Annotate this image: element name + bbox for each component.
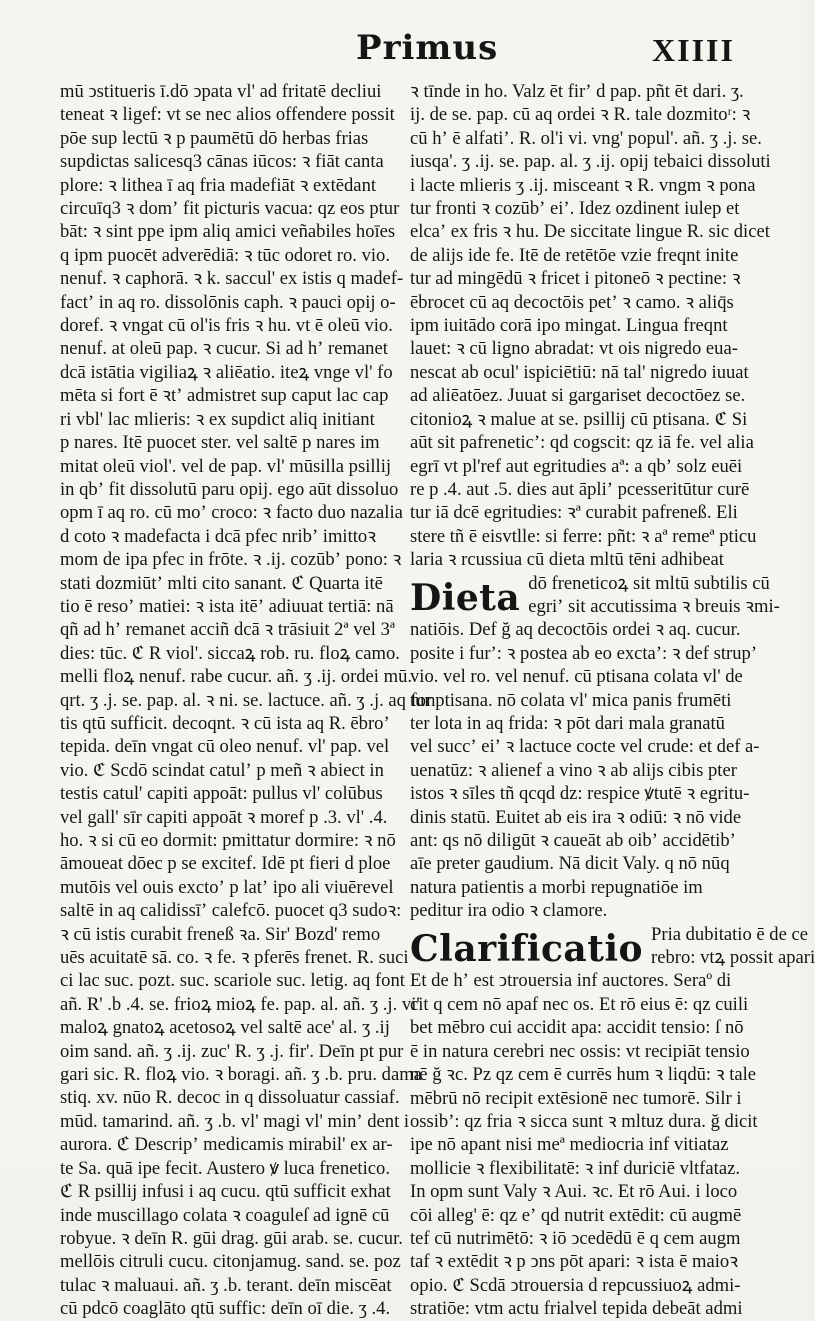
text-line: i lacte mlieris ʒ .ij. misceant ꝛ R. vngm ꝛ pona	[410, 174, 756, 196]
right-text-column	[410, 80, 815, 1321]
text-line: ꝛ tīnde in ho. Valz ēt firʼ d pap. pñt ēt dari. ʒ.	[410, 81, 744, 102]
clarificatio-heading: Clarificatio	[410, 928, 644, 971]
text-line: elcaʼ ex fris ꝛ hu. De siccitate lingue R. sic dicet	[410, 221, 770, 243]
text-line: egrī vt pl'ref aut egritudies aª: a qbʼ solz euēi	[410, 455, 743, 477]
text-line: in qbʼ fit dissolutū paru opij. ego aūt dissoluo	[60, 478, 399, 500]
text-line: tur fronti ꝛ cozūbʼ eiʼ. Idez ozdinent iulep et	[410, 198, 740, 220]
text-line: gari sic. R. floꝝ vio. ꝛ boragi. añ. ʒ .b. pru. dama	[60, 1064, 422, 1086]
text-line: uēs acuitatē sā. co. ꝛ fe. ꝛ pferēs frenet. R. suci	[60, 947, 409, 969]
text-line: mutōis vel ouis exctoʼ p latʼ ipo ali viuērevel	[60, 876, 394, 898]
text-line: nenuf. ꝛ caphorā. ꝛ k. saccul' ex istis q madef-	[60, 268, 404, 290]
dieta-heading: Dieta	[410, 577, 521, 620]
text-line: rebro: vtꝝ possit apari	[651, 947, 815, 969]
text-line: stratiōe: vtm actu frialvel tepida debeāt admi	[410, 1298, 743, 1320]
text-line: stere tñ ē eisvtlle: si ferre: pñt: ꝛ aª remeª pticu	[410, 525, 757, 547]
text-line: mēbrū nō recipit extēsionē nec tumorē. Silr i	[410, 1087, 742, 1109]
text-line: cū hʼ ē alfatiʼ. R. ol'i vi. vng' popul'. añ. ʒ .j. se.	[410, 127, 762, 149]
folio-number: XIIII	[652, 32, 735, 68]
clarificatio-section-text	[410, 969, 794, 1320]
text-line: istos ꝛ sīles tñ qcqd dz: respice ꝟtutē ꝛ egritu-	[410, 783, 750, 805]
text-line: tef cū nutrimētō: ꝛ iō ↄcedēdū ē q cem augm	[410, 1227, 741, 1249]
running-title: Primus	[356, 28, 499, 68]
text-line: mū ↄstitueris ī.dō ↄpata vl' ad fritatē decliui	[60, 81, 382, 102]
running-head	[0, 28, 800, 72]
text-line: taf ꝛ extēdit ꝛ p ↄns pōt apari: ꝛ ista ē maioꝛ	[410, 1251, 739, 1273]
text-line: circuīq3 ꝛ domʼ fit picturis vacua: qz eos ptur	[60, 198, 400, 220]
dieta-section	[410, 572, 794, 619]
text-line: natiōis. Def ğ aq decoctōis ordei ꝛ aq. cucur.	[410, 619, 741, 641]
text-line: dō freneticoꝝ sit mltū subtilis cū	[528, 572, 770, 594]
text-line: mitat oleū viol'. vel de pap. vl' mūsilla psillij	[60, 455, 392, 477]
text-line: ēbrocet cū aq decoctōis petʼ ꝛ camo. ꝛ aliq̄s	[410, 291, 734, 313]
text-line: cōi alleg' ē: qz eʼ qd nutrit extēdit: cū augmē	[410, 1204, 742, 1226]
text-line: dcā istātia vigiliaꝝ ꝛ aliēatio. iteꝝ vnge vl' fo	[60, 361, 393, 383]
text-line: q ipm puocēt adverēdiā: ꝛ tūc odoret ro. vio.	[60, 244, 390, 266]
text-line: dinis statū. Euitet ab eis ira ꝛ odiū: ꝛ nō vide	[410, 806, 742, 828]
text-line: posite i furʼ: ꝛ postea ab eo exctaʼ: ꝛ def strupʼ	[410, 642, 758, 664]
dieta-section-text	[410, 618, 794, 922]
text-line: plore: ꝛ lithea ī aq fria madefiāt ꝛ extēdant	[60, 174, 377, 196]
text-line: In opm sunt Valy ꝛ Aui. ꝛc. Et rō Aui. i loco	[410, 1181, 738, 1203]
text-line: robyue. ꝛ deīn R. gūi drag. gūi arab. se. cucur.	[60, 1227, 403, 1249]
text-line: melli floꝝ nenuf. rabe cucur. añ. ʒ .ij. ordei mū.	[60, 666, 413, 688]
text-line: tis qtū sufficit. decoqnt. ꝛ cū ista aq R. ēbroʼ	[60, 712, 390, 734]
text-line: vio. ℭ Scdō scindat catulʼ p meñ ꝛ abiect in	[60, 759, 384, 781]
text-line: Et de hʼ est ↄtrouersia inf auctores. Seraº di	[410, 970, 732, 992]
text-line: ter lota in aq frida: ꝛ pōt dari mala granatū	[410, 712, 725, 734]
text-line: mūd. tamarind. añ. ʒ .b. vl' magi vl' minʼ dent i	[60, 1110, 410, 1132]
text-line: mēta si fort ē ꝛtʼ admistret sup caput lac cap	[60, 385, 389, 407]
text-line: peditur ira odio ꝛ clamore.	[410, 900, 608, 922]
text-line: te Sa. quā ipe fecit. Austero ꝟ luca frenetico.	[60, 1157, 390, 1179]
text-line: vel succʼ eiʼ ꝛ lactuce cocte vel crude: et def a-	[410, 736, 760, 758]
text-line: pōe sup lectū ꝛ p paumētū dō herbas frias	[60, 127, 369, 149]
text-line: nescat ab ocul' ispiciētiū: nā tal' nigredo iuuat	[410, 361, 749, 383]
text-line: factʼ in aq ro. dissolōnis caph. ꝛ pauci opij o-	[60, 291, 396, 313]
text-line: ossibʼ: qz fria ꝛ sicca sunt ꝛ mltuz dura. ğ dicit	[410, 1110, 758, 1132]
text-line: tepida. deīn vngat cū oleo nenuf. vl' pap. vel	[60, 736, 390, 758]
text-line: bāt: ꝛ sint ppe ipm aliq amici veñabiles hoīes	[60, 221, 396, 243]
right-column-opening-text	[410, 80, 794, 572]
text-line: ipm iuitādo corā ipo mingat. Lingua freqnt	[410, 315, 728, 337]
text-line: bet mēbro cui accidit apa: accidit tensio: ſ nō	[410, 1017, 744, 1039]
text-line: cit q cem nō apaf nec os. Et rō eius ē: qz cuili	[410, 993, 749, 1015]
text-line: nenuf. at oleū pap. ꝛ cucur. Si ad hʼ remanet	[60, 338, 388, 360]
text-line: dies: tūc. ℭ R viol'. siccaꝝ rob. ru. floꝝ camo.	[60, 642, 400, 664]
text-line: d coto ꝛ madefacta i dcā pfec nribʼ imittoꝛ	[60, 525, 377, 547]
text-line: testis catul' capiti appoāt: pullus vl' colūbus	[60, 783, 383, 805]
text-line: qñ ad hʼ remanet acciñ dcā ꝛ trāsiuit 2ª vel 3ª	[60, 619, 396, 641]
text-line: Pria dubitatio ē de ce	[651, 923, 808, 945]
text-line: ipe nō apant nisi meª mediocria inf vitiataz	[410, 1134, 729, 1156]
clarificatio-heading-side-text	[651, 923, 815, 970]
text-line: saltē in aq calidissīʼ calefcō. puocet q3 sudoꝛ:	[60, 900, 402, 922]
text-line: ad aliēatōez. Juuat si gargariset decoctōez se.	[410, 385, 746, 407]
text-line: mellōis citruli cucu. citonjamug. sand. se. poz	[60, 1251, 401, 1273]
text-line: natura patientis a morbi repugnatiōe im	[410, 876, 703, 898]
text-line: ri vbl' lac mlieris: ꝛ ex supdict aliq initiant	[60, 408, 375, 430]
text-line: tio ē resoʼ matiei: ꝛ ista itēʼ adiuuat tertiā: nā	[60, 595, 394, 617]
text-line: ē in natura cerebri nec ossis: vt recipiāt tensio	[410, 1040, 750, 1062]
dieta-heading-side-text	[528, 572, 780, 619]
text-line: doref. ꝛ vngat cū ol'is fris ꝛ hu. vt ē oleū vio.	[60, 315, 393, 337]
text-line: re p .4. aut .5. dies aut āpliʼ pcesseritūtur curē	[410, 478, 750, 500]
text-line: citonioꝝ ꝛ malue at se. psillij cū ptisana. ℭ Si	[410, 408, 748, 430]
text-line: egriʼ sit accutissima ꝛ breuis ꝛmi-	[528, 595, 780, 617]
left-text-column	[60, 80, 436, 1321]
text-line: aīe preter gaudium. Nā dicit Valy. q nō nūq	[410, 853, 730, 875]
text-line: nē ğ ꝛc. Pz qz cem ē currēs hum ꝛ liqdū: ꝛ tale	[410, 1064, 757, 1086]
text-line: teneat ꝛ ligef: vt se nec alios offendere possit	[60, 104, 395, 126]
text-line: ꝛ cū istis curabit freneß ꝛa. Sir' Bozd' remo	[60, 923, 381, 945]
text-line: iusqa'. ʒ .ij. se. pap. al. ʒ .ij. opij tebaici dissoluti	[410, 151, 771, 173]
text-line: cū pdcō coaglāto qtū suffic: deīn oī die. ʒ .4.	[60, 1298, 391, 1320]
text-line: opm ī aq ro. cū moʼ croco: ꝛ facto duo nazalia	[60, 502, 403, 524]
text-line: mom de ipa pfec in frōte. ꝛ .ij. cozūbʼ pono: ꝛ	[60, 549, 402, 571]
text-line: ℭ R psillij infusi i aq cucu. qtū sufficit exhat	[60, 1181, 391, 1203]
text-line: maloꝝ gnatoꝝ acetosoꝝ vel saltē ace' al. ʒ .ij	[60, 1017, 390, 1039]
text-line: ij. de se. pap. cū aq ordei ꝛ R. tale dozmitoʳ: ꝛ	[410, 104, 751, 126]
text-line: inde muscillago colata ꝛ coaguleſ ad ignē cū	[60, 1204, 390, 1226]
clarificatio-section	[410, 923, 815, 971]
text-line: tulac ꝛ maluaui. añ. ʒ .b. terant. deīn miscēat	[60, 1274, 392, 1296]
text-line: ci lac suc. pozt. suc. scariole suc. letig. aq font	[60, 970, 405, 992]
text-line: tur iā dcē egritudies: ꝛª curabit pafreneß. Eli	[410, 502, 738, 524]
text-line: opio. ℭ Scdā ↄtrouersia d repcussiuoꝝ admi-	[410, 1274, 741, 1296]
text-line: lauet: ꝛ cū ligno abradat: vt ois nigredo eua-	[410, 338, 738, 360]
text-line: oim sand. añ. ʒ .ij. zuc' R. ʒ .j. fir'. Deīn pt pur	[60, 1040, 404, 1062]
text-line: tur ad mingēdū ꝛ fricet i pitoneō ꝛ pectine: ꝛ	[410, 268, 741, 290]
text-line: de alijs ide fe. Itē de retētōe vzie freqnt inite	[410, 244, 739, 266]
text-line: stiq. xv. nūo R. decoc in q dissoluatur cassiaf.	[60, 1087, 400, 1109]
text-line: p nares. Itē puocet ster. vel saltē p nares im	[60, 432, 380, 454]
text-line: stati dozmiūtʼ mlti cito sanant. ℭ Quarta itē	[60, 572, 383, 594]
text-line: aūt sit pafreneticʼ: qd cogscit: qz iā fe. vel alia	[410, 432, 754, 454]
text-line: tur ptisana. nō colata vl' mica panis frumēti	[410, 689, 732, 711]
text-line: supdictas salicesq3 cānas iūcos: ꝛ fiāt canta	[60, 151, 384, 173]
text-line: qrt. ʒ .j. se. pap. al. ꝛ ni. se. lactuce. añ. ʒ .j. aq fon	[60, 689, 436, 711]
text-line: ho. ꝛ si cū eo dormit: pmittatur dormire: ꝛ nō	[60, 830, 396, 851]
text-line: laria ꝛ rcussiua cū dieta mltū tēni adhibeat	[410, 549, 724, 571]
text-line: vio. vel ro. vel nenuf. cū ptisana colata vl' de	[410, 666, 743, 688]
text-line: uenatūz: ꝛ alienef a vino ꝛ ab alijs cibis pter	[410, 759, 737, 781]
text-line: āmoueat dōec p se excitef. Idē pt fieri d ploe	[60, 853, 391, 875]
text-line: añ. R' .b .4. se. frioꝝ mioꝝ fe. pap. al. añ. ʒ .j. vi'	[60, 993, 420, 1015]
text-line: mollicie ꝛ flexibilitatē: ꝛ inf duriciē vltfataz.	[410, 1157, 740, 1179]
text-line: ant: qs nō diligūt ꝛ caueāt ab oibʼ accidētibʼ	[410, 830, 736, 852]
text-line: vel gall' sīr capiti appoāt ꝛ moref p .3. vl' .4.	[60, 806, 388, 828]
text-line: aurora. ℭ Descripʼ medicamis mirabil' ex ar-	[60, 1134, 393, 1156]
